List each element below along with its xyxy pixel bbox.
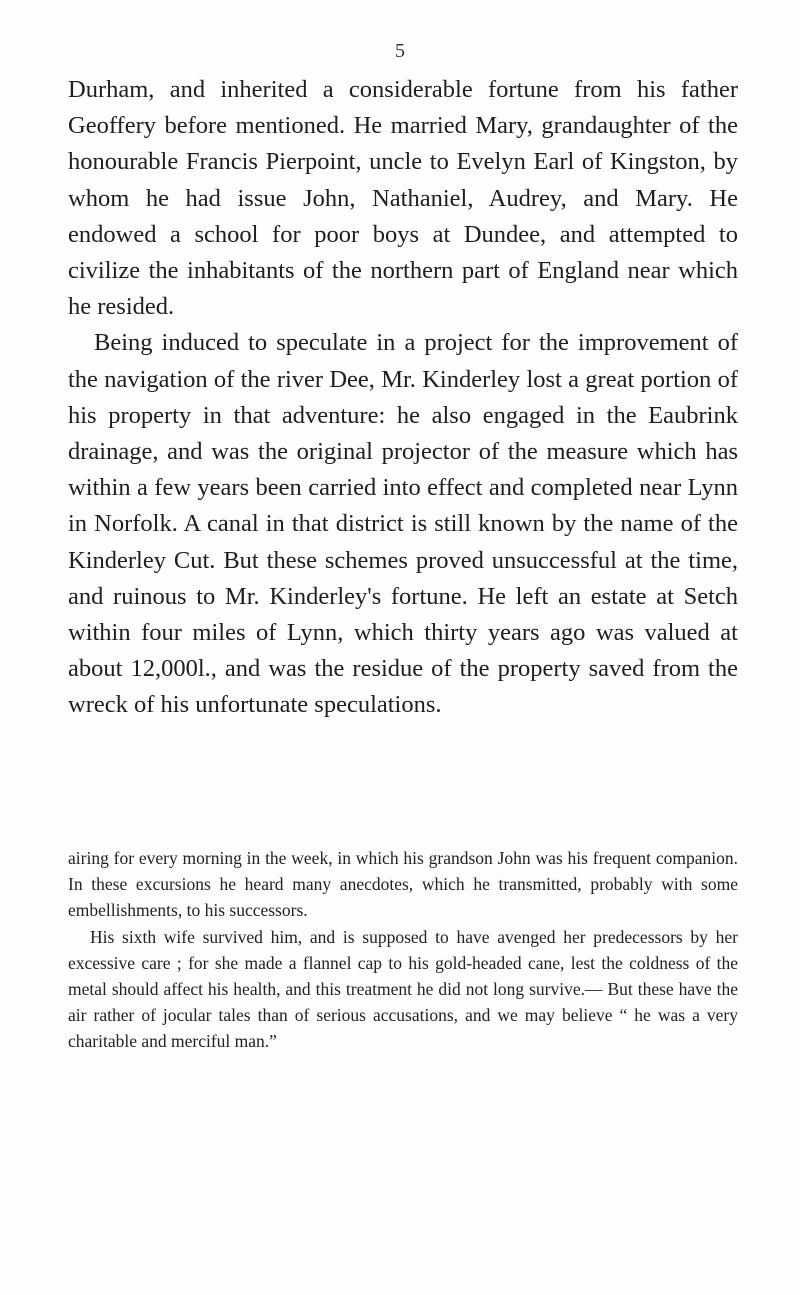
footnote-paragraph-1: airing for every morning in the week, in which his grandson John was his frequent companion. In these excursions he heard many anecdotes, which he transmitted, probably with some embellishments, to his successors. xyxy=(68,848,738,921)
main-paragraph-2: Being induced to speculate in a project for the improvement of the navigation of the river Dee, Mr. Kinderley lost a great portion of his property in that adventure: he also engaged in the Eaubrink drainage, and was the original projector of the measure which has within a few years been carried into effect and completed near Lynn in Norfolk. A canal in that district is still known by the name of the Kinderley Cut. But these schemes proved unsuccessful at the time, and ruinous to Mr. Kinderley's fortune. He left an estate at Setch within four miles of Lynn, which thirty years ago was valued at about 12,000l., and was the residue of the property saved from the wreck of his unfortunate speculations. xyxy=(68,329,738,719)
footnote-paragraph-2: His sixth wife survived him, and is supposed to have avenged her predecessors by her excessive care ; for she made a flannel cap to his gold-headed cane, lest the coldness of the metal should affect his health, and this treatment he did not long survive.— But these have the air rather of jocular tales than of serious accusations, and we may believe “ he was a very charitable and merciful man.” xyxy=(68,926,738,1052)
main-text-body xyxy=(68,72,738,724)
main-paragraph-1: Durham, and inherited a considerable fortune from his father Geoffery before mentioned. He married Mary, grandaughter of the honourable Francis Pierpoint, uncle to Evelyn Earl of Kingston, by whom he had issue John, Nathaniel, Audrey, and Mary. He endowed a school for poor boys at Dundee, and attempted to civilize the inhabitants of the northern part of England near which he resided. xyxy=(68,76,738,321)
page-number: 5 xyxy=(395,40,405,62)
footnote-text-body xyxy=(68,845,738,1055)
